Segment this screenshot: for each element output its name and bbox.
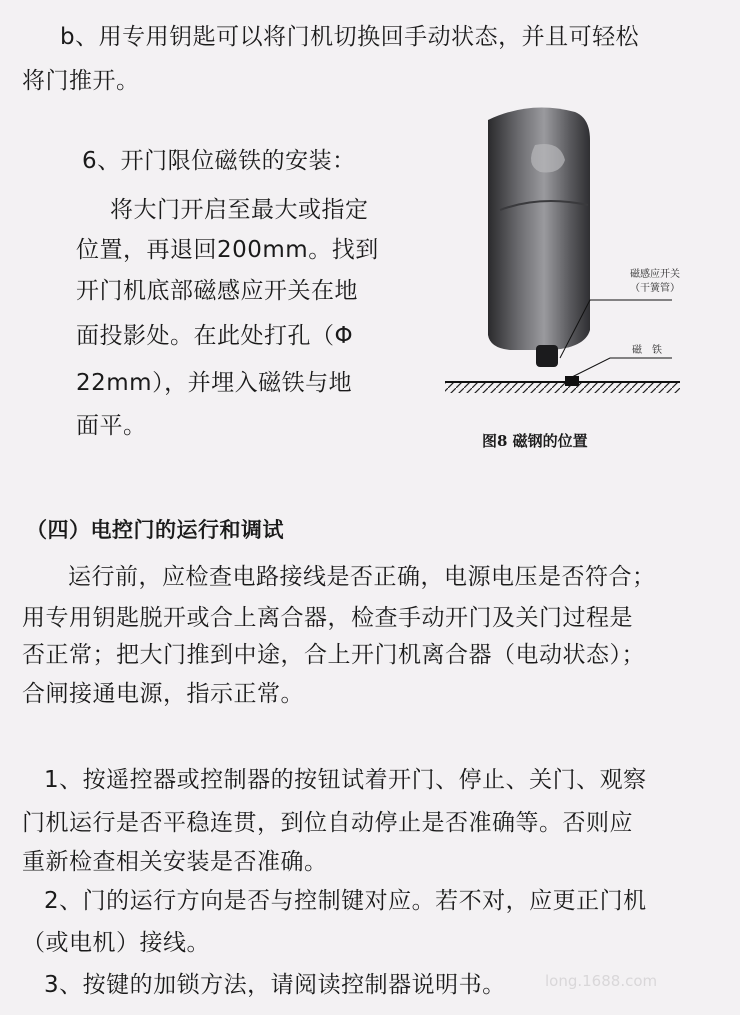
section-6-line-1: 将大门开启至最大或指定 xyxy=(110,197,369,223)
section-6-line-3: 开门机底部磁感应开关在地 xyxy=(76,278,358,304)
item-1-line-3: 重新检查相关安装是否准确。 xyxy=(22,849,328,875)
paragraph-line-1: 运行前，应检查电路接线是否正确，电源电压是否符合； xyxy=(68,564,656,590)
paragraph-line-3: 否正常；把大门推到中途，合上开门机离合器（电动状态）； xyxy=(22,642,645,668)
item-1-line-1: 1、按遥控器或控制器的按钮试着开门、停止、关门、观察 xyxy=(44,767,647,793)
opener-body-shape xyxy=(488,108,590,351)
item-2-line-1: 2、门的运行方向是否与控制键对应。若不对，应更正门机 xyxy=(44,888,647,914)
figure-caption: 图8 磁钢的位置 xyxy=(482,432,588,450)
section-6-line-5: 22mm），并埋入磁铁与地 xyxy=(76,370,353,396)
item-3-line-1: 3、按键的加锁方法，请阅读控制器说明书。 xyxy=(44,972,506,998)
switch-sublabel: （干簧管） xyxy=(630,283,680,294)
magnet-position-figure xyxy=(440,100,690,410)
reed-switch-shape xyxy=(536,345,558,367)
door-opener-illustration xyxy=(440,100,690,410)
section-6-title: 6、开门限位磁铁的安装： xyxy=(82,148,356,174)
ground-hatch xyxy=(445,383,680,393)
magnet-shape xyxy=(565,376,579,386)
watermark: long.1688.com xyxy=(545,972,658,990)
paragraph-line-4: 合闸接通电源，指示正常。 xyxy=(22,681,304,707)
magnet-leader-line xyxy=(572,358,672,377)
section-b-line-1: b、用专用钥匙可以将门机切换回手动状态，并且可轻松 xyxy=(60,24,640,50)
section-b-line-2: 将门推开。 xyxy=(22,68,140,94)
magnet-label: 磁 铁 xyxy=(632,345,662,356)
item-2-line-2: （或电机）接线。 xyxy=(22,930,210,956)
section-6-line-6: 面平。 xyxy=(76,413,147,439)
section-4-heading: （四）电控门的运行和调试 xyxy=(26,518,284,542)
paragraph-line-2: 用专用钥匙脱开或合上离合器，检查手动开门及关门过程是 xyxy=(22,605,633,631)
section-6-line-2: 位置，再退回200mm。找到 xyxy=(76,237,379,263)
item-1-line-2: 门机运行是否平稳连贯，到位自动停止是否准确等。否则应 xyxy=(22,810,633,836)
switch-label: 磁感应开关 xyxy=(630,269,680,280)
section-6-line-4: 面投影处。在此处打孔（Φ xyxy=(76,323,354,349)
